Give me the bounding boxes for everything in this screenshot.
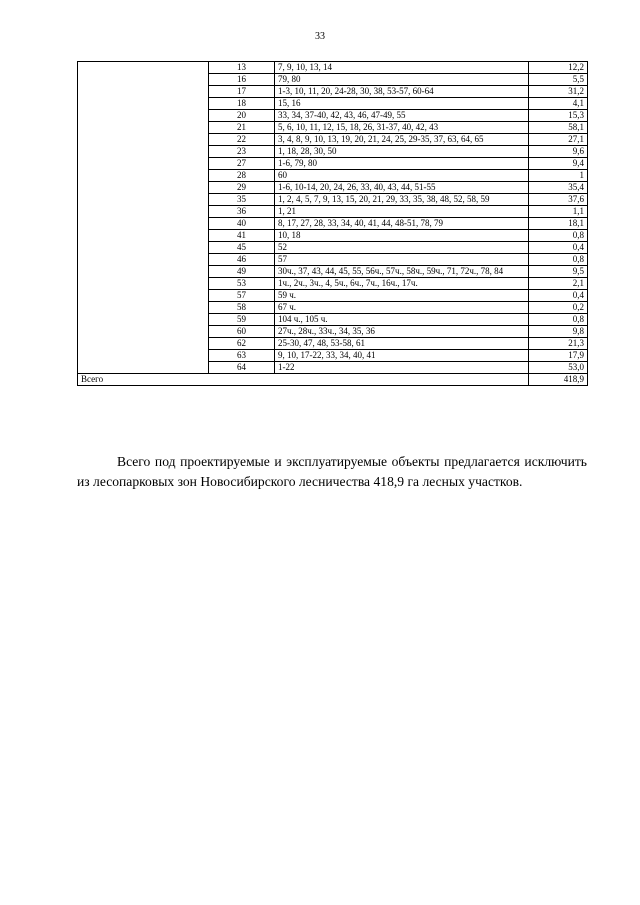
area-cell: 2,1: [529, 278, 588, 290]
area-cell: 9,5: [529, 266, 588, 278]
area-cell: 0,8: [529, 230, 588, 242]
quarter-cell: 64: [209, 362, 275, 374]
quarter-cell: 23: [209, 146, 275, 158]
quarter-cell: 35: [209, 194, 275, 206]
area-cell: 1,1: [529, 206, 588, 218]
plots-cell: 5, 6, 10, 11, 12, 15, 18, 26, 31-37, 40, 42, 43: [275, 122, 529, 134]
quarter-cell: 46: [209, 254, 275, 266]
area-cell: 18,1: [529, 218, 588, 230]
quarter-cell: 18: [209, 98, 275, 110]
area-cell: 9,6: [529, 146, 588, 158]
quarter-cell: 13: [209, 62, 275, 74]
quarter-cell: 40: [209, 218, 275, 230]
plots-cell: 104 ч., 105 ч.: [275, 314, 529, 326]
area-cell: 58,1: [529, 122, 588, 134]
quarter-cell: 41: [209, 230, 275, 242]
plots-cell: 9, 10, 17-22, 33, 34, 40, 41: [275, 350, 529, 362]
plots-cell: 67 ч.: [275, 302, 529, 314]
plots-cell: 1-6, 79, 80: [275, 158, 529, 170]
area-cell: 0,8: [529, 314, 588, 326]
quarter-cell: 53: [209, 278, 275, 290]
area-cell: 4,1: [529, 98, 588, 110]
plots-cell: 27ч., 28ч., 33ч., 34, 35, 36: [275, 326, 529, 338]
plots-cell: 1, 2, 4, 5, 7, 9, 13, 15, 20, 21, 29, 33, 35, 38, 48, 52, 58, 59: [275, 194, 529, 206]
area-cell: 0,8: [529, 254, 588, 266]
table-row: [78, 62, 588, 74]
total-row: [78, 374, 588, 386]
area-cell: 12,2: [529, 62, 588, 74]
plots-cell: 30ч., 37, 43, 44, 45, 55, 56ч., 57ч., 58ч., 59ч., 71, 72ч., 78, 84: [275, 266, 529, 278]
quarter-cell: 21: [209, 122, 275, 134]
area-cell: 0,4: [529, 242, 588, 254]
quarter-cell: 27: [209, 158, 275, 170]
quarter-cell: 36: [209, 206, 275, 218]
area-cell: 27,1: [529, 134, 588, 146]
plots-cell: 57: [275, 254, 529, 266]
total-area: 418,9: [529, 374, 588, 386]
area-cell: 53,0: [529, 362, 588, 374]
quarter-cell: 60: [209, 326, 275, 338]
forest-plots-table: [77, 61, 588, 386]
quarter-cell: 58: [209, 302, 275, 314]
area-cell: 15,3: [529, 110, 588, 122]
plots-cell: 1, 18, 28, 30, 50: [275, 146, 529, 158]
plots-cell: 60: [275, 170, 529, 182]
plots-cell: 15, 16: [275, 98, 529, 110]
plots-cell: 1-3, 10, 11, 20, 24-28, 30, 38, 53-57, 60-64: [275, 86, 529, 98]
quarter-cell: 22: [209, 134, 275, 146]
area-cell: 9,8: [529, 326, 588, 338]
plots-cell: 1ч., 2ч., 3ч., 4, 5ч., 6ч., 7ч., 16ч., 17ч.: [275, 278, 529, 290]
quarter-cell: 62: [209, 338, 275, 350]
forestry-cell: [78, 62, 209, 374]
quarter-cell: 17: [209, 86, 275, 98]
quarter-cell: 20: [209, 110, 275, 122]
plots-cell: 1-6, 10-14, 20, 24, 26, 33, 40, 43, 44, 51-55: [275, 182, 529, 194]
quarter-cell: 59: [209, 314, 275, 326]
plots-cell: 1, 21: [275, 206, 529, 218]
quarter-cell: 45: [209, 242, 275, 254]
table-body: [78, 62, 588, 386]
area-cell: 17,9: [529, 350, 588, 362]
plots-cell: 1-22: [275, 362, 529, 374]
quarter-cell: 57: [209, 290, 275, 302]
plots-cell: 7, 9, 10, 13, 14: [275, 62, 529, 74]
plots-cell: 33, 34, 37-40, 42, 43, 46, 47-49, 55: [275, 110, 529, 122]
summary-paragraph: Всего под проектируемые и эксплуатируемые объекты предлагается исключить из лесопарковых зон Новосибирского лесничества 418,9 га лесных участков.: [77, 454, 587, 489]
total-label: Всего: [78, 374, 529, 386]
quarter-cell: 63: [209, 350, 275, 362]
area-cell: 5,5: [529, 74, 588, 86]
area-cell: 21,3: [529, 338, 588, 350]
quarter-cell: 16: [209, 74, 275, 86]
quarter-cell: 29: [209, 182, 275, 194]
plots-cell: 25-30, 47, 48, 53-58, 61: [275, 338, 529, 350]
area-cell: 0,4: [529, 290, 588, 302]
plots-cell: 59 ч.: [275, 290, 529, 302]
plots-cell: 8, 17, 27, 28, 33, 34, 40, 41, 44, 48-51, 78, 79: [275, 218, 529, 230]
area-cell: 9,4: [529, 158, 588, 170]
plots-cell: 52: [275, 242, 529, 254]
area-cell: 35,4: [529, 182, 588, 194]
quarter-cell: 49: [209, 266, 275, 278]
quarter-cell: 28: [209, 170, 275, 182]
area-cell: 37,6: [529, 194, 588, 206]
plots-cell: 10, 18: [275, 230, 529, 242]
area-cell: 1: [529, 170, 588, 182]
plots-cell: 79, 80: [275, 74, 529, 86]
area-cell: 31,2: [529, 86, 588, 98]
page-number: 33: [315, 31, 325, 42]
area-cell: 0,2: [529, 302, 588, 314]
plots-cell: 3, 4, 8, 9, 10, 13, 19, 20, 21, 24, 25, 29-35, 37, 63, 64, 65: [275, 134, 529, 146]
